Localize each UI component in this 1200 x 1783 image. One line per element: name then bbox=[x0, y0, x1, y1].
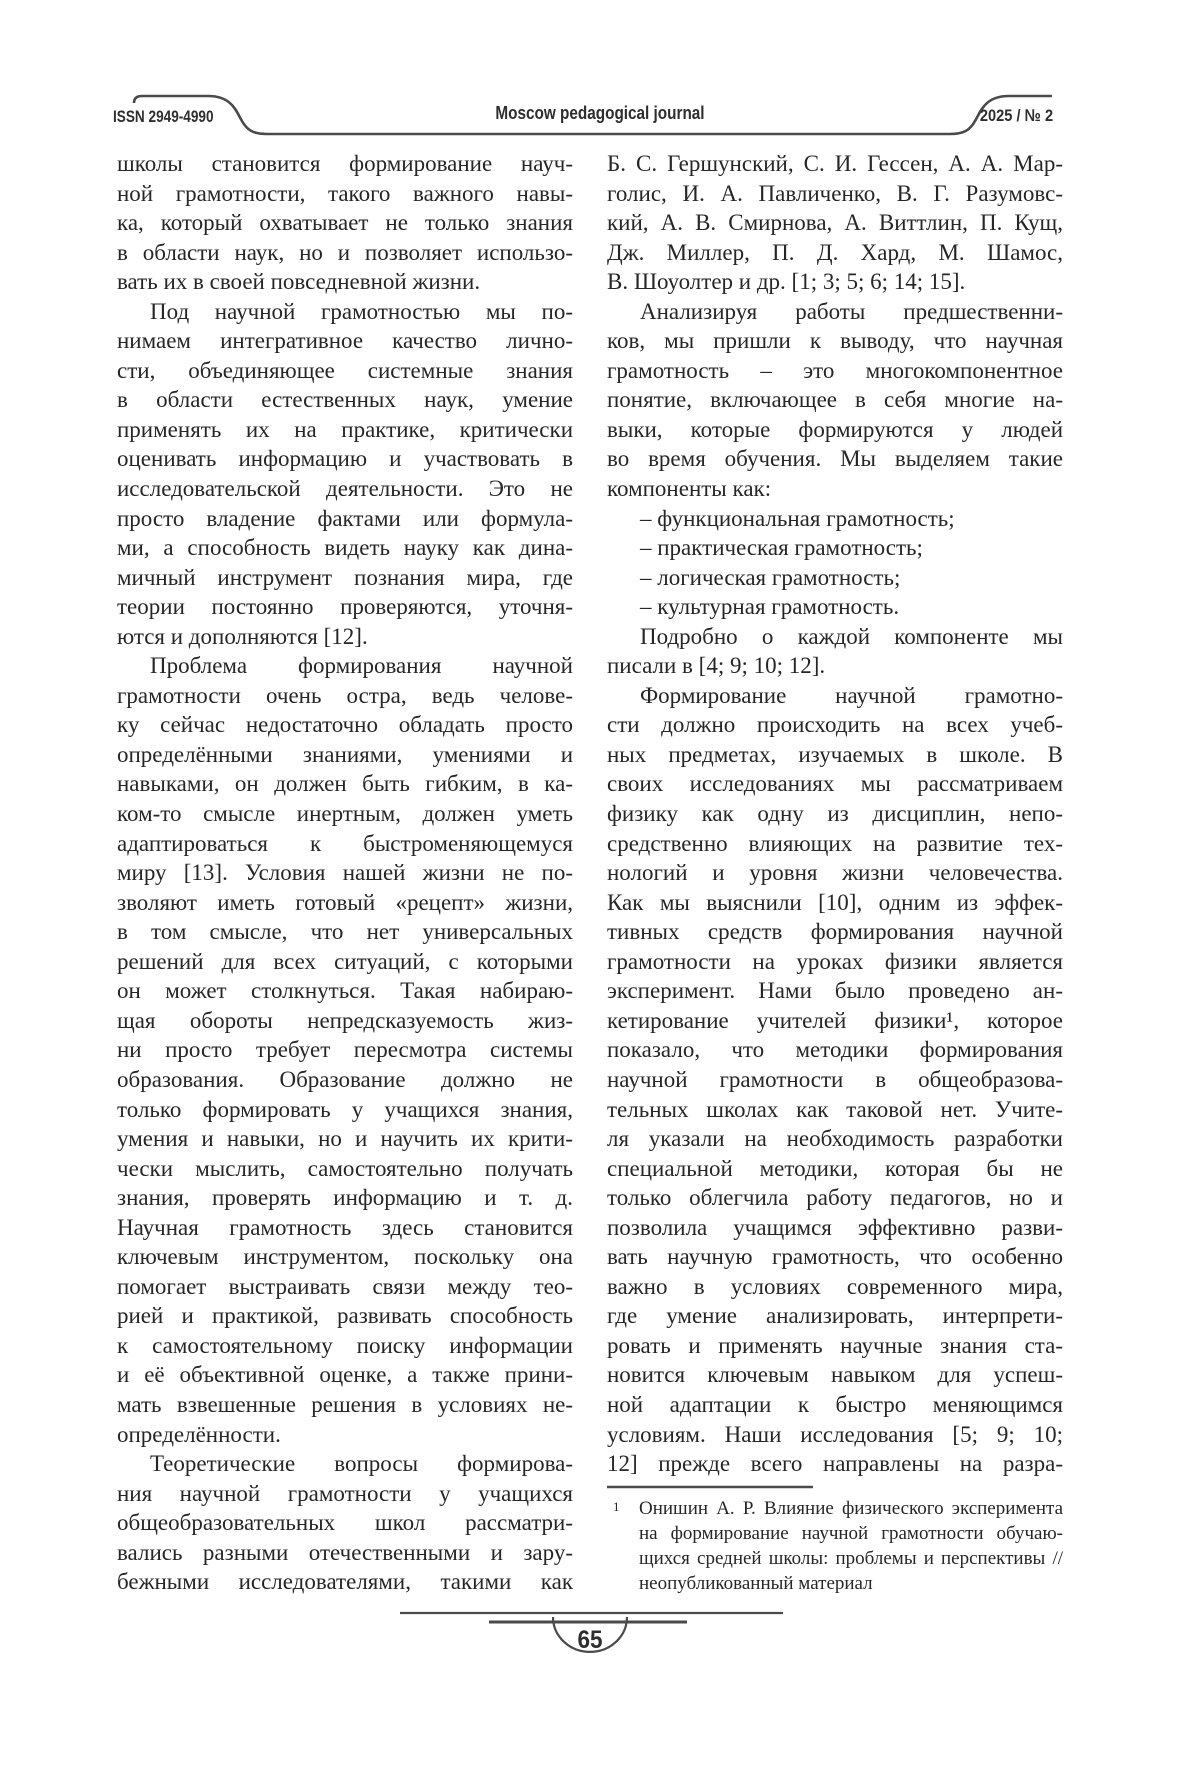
page-number: 65 bbox=[577, 1626, 603, 1654]
paragraph bbox=[117, 1449, 573, 1597]
text-line: Как мы выяснили [10], одним из эффек- bbox=[607, 889, 1063, 915]
text-line: знания, проверять информацию и т. д. bbox=[117, 1185, 573, 1211]
text-line: только облегчила работу педагогов, но и bbox=[607, 1185, 1063, 1211]
text-line: новится ключевым навыком для успеш- bbox=[607, 1362, 1063, 1388]
text-line: ния научной грамотности у учащихся bbox=[117, 1480, 573, 1506]
text-line: эксперимент. Нами было проведено ан- bbox=[607, 978, 1063, 1004]
text-line: мичный инструмент познания мира, где bbox=[117, 564, 573, 590]
text-line: – культурная грамотность. bbox=[640, 594, 900, 620]
text-line: Проблема формирования научной bbox=[150, 653, 573, 679]
text-line: позволила учащимся эффективно разви- bbox=[607, 1214, 1063, 1240]
text-line: понятие, включающее в себя многие на- bbox=[607, 387, 1063, 413]
paragraph bbox=[607, 149, 1063, 297]
text-line: кетирование учителей физики¹, которое bbox=[607, 1007, 1063, 1033]
text-line: миру [13]. Условия нашей жизни не по- bbox=[117, 860, 573, 886]
text-line: В. Шоуолтер и др. [1; 3; 5; 6; 14; 15]. bbox=[607, 269, 966, 295]
text-line: голис, И. А. Павличенко, В. Г. Разумовс- bbox=[607, 180, 1063, 206]
text-line: ровать и применять научные знания ста- bbox=[607, 1332, 1063, 1358]
paragraph bbox=[607, 681, 1063, 1479]
text-line: он может столкнуться. Такая набираю- bbox=[117, 978, 573, 1004]
text-line: образования. Образование должно не bbox=[117, 1066, 573, 1092]
text-line: нимаем интегративное качество лично- bbox=[117, 328, 573, 354]
text-line: выки, которые формируются у людей bbox=[607, 416, 1063, 442]
right-column bbox=[607, 149, 1063, 1479]
text-line: в области наук, но и позволяет использо- bbox=[117, 239, 573, 265]
paragraph bbox=[639, 1496, 1063, 1596]
text-line: грамотность – это многокомпонентное bbox=[607, 357, 1063, 383]
text-line: специальной методики, которая бы не bbox=[607, 1155, 1063, 1181]
text-line: – функциональная грамотность; bbox=[640, 505, 955, 531]
text-line: Формирование научной грамотно- bbox=[640, 682, 1063, 708]
paragraph bbox=[117, 149, 573, 297]
text-line: навыками, он должен быть гибким, в ка- bbox=[117, 771, 573, 797]
paragraph bbox=[117, 297, 573, 652]
text-line: исследовательской деятельности. Это не bbox=[117, 476, 573, 502]
journal-title: Moscow pedagogical journal bbox=[495, 103, 705, 123]
text-line: и её объективной оценке, а также прини- bbox=[117, 1362, 573, 1388]
text-line: 12] прежде всего направлены на разра- bbox=[607, 1451, 1063, 1477]
text-line: только формировать у учащихся знания, bbox=[117, 1096, 573, 1122]
text-line: важно в условиях современного мира, bbox=[607, 1273, 1063, 1299]
text-line: физику как одну из дисциплин, непо- bbox=[607, 801, 1063, 827]
text-line: умения и навыки, но и научить их крити- bbox=[117, 1126, 573, 1152]
text-line: Дж. Миллер, П. Д. Хард, М. Шамос, bbox=[607, 239, 1063, 265]
text-line: Теоретические вопросы формирова- bbox=[150, 1451, 573, 1477]
text-line: чески мыслить, самостоятельно получать bbox=[117, 1155, 573, 1181]
text-line: определённости. bbox=[117, 1421, 281, 1447]
text-line: условиям. Наши исследования [5; 9; 10; bbox=[607, 1421, 1063, 1447]
text-line: где умение анализировать, интерпрети- bbox=[607, 1303, 1063, 1329]
text-line: грамотности очень остра, ведь челове- bbox=[117, 682, 573, 708]
text-line: на формирование научной грамотности обучаю- bbox=[639, 1523, 1063, 1544]
text-line: тельных школах как таковой нет. Учите- bbox=[607, 1096, 1063, 1122]
text-line: ку сейчас недостаточно обладать просто bbox=[117, 712, 573, 738]
text-line: – логическая грамотность; bbox=[640, 564, 901, 590]
text-line: ля указали на необходимость разработки bbox=[607, 1126, 1063, 1152]
paragraph bbox=[607, 297, 1063, 504]
footnote bbox=[607, 1496, 1063, 1596]
text-line: вать научную грамотность, что особенно bbox=[607, 1244, 1063, 1270]
text-line: научной грамотности в общеобразова- bbox=[607, 1066, 1063, 1092]
issue-number: 2025 / № 2 bbox=[979, 106, 1053, 125]
text-line: писали в [4; 9; 10; 12]. bbox=[607, 653, 826, 679]
text-line: в том смысле, что нет универсальных bbox=[117, 919, 573, 945]
text-line: ной адаптации к быстро меняющимся bbox=[607, 1391, 1063, 1417]
text-line: неопубликованный материал bbox=[639, 1573, 873, 1594]
paragraph bbox=[607, 622, 1063, 681]
text-line: сти, объединяющее системные знания bbox=[117, 357, 573, 383]
paragraph bbox=[117, 651, 573, 1449]
text-line: определёнными знаниями, умениями и bbox=[117, 741, 573, 767]
text-line: компоненты как: bbox=[607, 476, 772, 502]
text-line: ка, который охватывает не только знания bbox=[117, 210, 573, 236]
text-line: ми, а способность видеть науку как дина- bbox=[117, 535, 573, 561]
text-line: зволяют иметь готовый «рецепт» жизни, bbox=[117, 889, 573, 915]
text-line: применять их на практике, критически bbox=[117, 416, 573, 442]
text-line: ков, мы пришли к выводу, что научная bbox=[607, 328, 1063, 354]
paragraph bbox=[607, 533, 1063, 563]
text-line: Научная грамотность здесь становится bbox=[117, 1214, 573, 1240]
text-line: ной грамотности, такого важного навы- bbox=[117, 180, 573, 206]
text-line: к самостоятельному поиску информации bbox=[117, 1332, 573, 1358]
text-line: вались разными отечественными и зару- bbox=[117, 1539, 573, 1565]
text-line: Под научной грамотностью мы по- bbox=[150, 298, 573, 324]
text-line: ются и дополняются [12]. bbox=[117, 623, 368, 649]
text-line: показало, что методики формирования bbox=[607, 1037, 1063, 1063]
text-line: нологий и уровня жизни человечества. bbox=[607, 860, 1063, 886]
text-line: щая обороты непредсказуемость жиз- bbox=[117, 1007, 573, 1033]
text-line: общеобразовательных школ рассматри- bbox=[117, 1510, 573, 1536]
text-line: своих исследованиях мы рассматриваем bbox=[607, 771, 1063, 797]
text-line: тивных средств формирования научной bbox=[607, 919, 1063, 945]
text-line: ком-то смысле инертным, должен уметь bbox=[117, 801, 573, 827]
text-line: грамотности на уроках физики является bbox=[607, 948, 1063, 974]
text-line: бежными исследователями, такими как bbox=[117, 1569, 573, 1595]
text-line: адаптироваться к быстроменяющемуся bbox=[117, 830, 573, 856]
text-line: в области естественных наук, умение bbox=[117, 387, 573, 413]
paragraph bbox=[607, 504, 1063, 534]
text-line: вать их в своей повседневной жизни. bbox=[117, 269, 481, 295]
paragraph bbox=[607, 563, 1063, 593]
footnote-text bbox=[607, 1496, 1063, 1596]
left-column bbox=[117, 149, 573, 1597]
text-line: средственно влияющих на развитие тех- bbox=[607, 830, 1063, 856]
text-line: кий, А. В. Смирнова, А. Виттлин, П. Кущ, bbox=[607, 210, 1063, 236]
footnote-marker: 1 bbox=[613, 1499, 620, 1514]
text-line: оценивать информацию и участвовать в bbox=[117, 446, 573, 472]
text-line: щихся средней школы: проблемы и перспективы // bbox=[639, 1548, 1063, 1569]
text-line: мать взвешенные решения в условиях не- bbox=[117, 1391, 573, 1417]
text-line: – практическая грамотность; bbox=[640, 535, 923, 561]
text-line: во время обучения. Мы выделяем такие bbox=[607, 446, 1063, 472]
text-line: школы становится формирование науч- bbox=[117, 151, 573, 176]
text-line: решений для всех ситуаций, с которыми bbox=[117, 948, 573, 974]
text-line: теории постоянно проверяются, уточня- bbox=[117, 594, 573, 620]
text-line: просто владение фактами или формула- bbox=[117, 505, 573, 531]
text-line: Анализируя работы предшественни- bbox=[640, 298, 1063, 324]
journal-issn: ISSN 2949-4990 bbox=[113, 107, 214, 126]
paragraph bbox=[607, 592, 1063, 622]
text-line: сти должно происходить на всех учеб- bbox=[607, 712, 1063, 738]
text-line: Подробно о каждой компоненте мы bbox=[640, 623, 1063, 649]
text-line: ключевым инструментом, поскольку она bbox=[117, 1244, 573, 1270]
text-line: Онишин А. Р. Влияние физического эксперимента bbox=[639, 1498, 1063, 1519]
text-line: рией и практикой, развивать способность bbox=[117, 1303, 573, 1329]
text-line: Б. С. Гершунский, С. И. Гессен, А. А. Мар- bbox=[607, 151, 1063, 176]
text-line: помогает выстраивать связи между тео- bbox=[117, 1273, 573, 1299]
text-line: ных предметах, изучаемых в школе. В bbox=[607, 741, 1063, 767]
text-line: ни просто требует пересмотра системы bbox=[117, 1037, 573, 1063]
